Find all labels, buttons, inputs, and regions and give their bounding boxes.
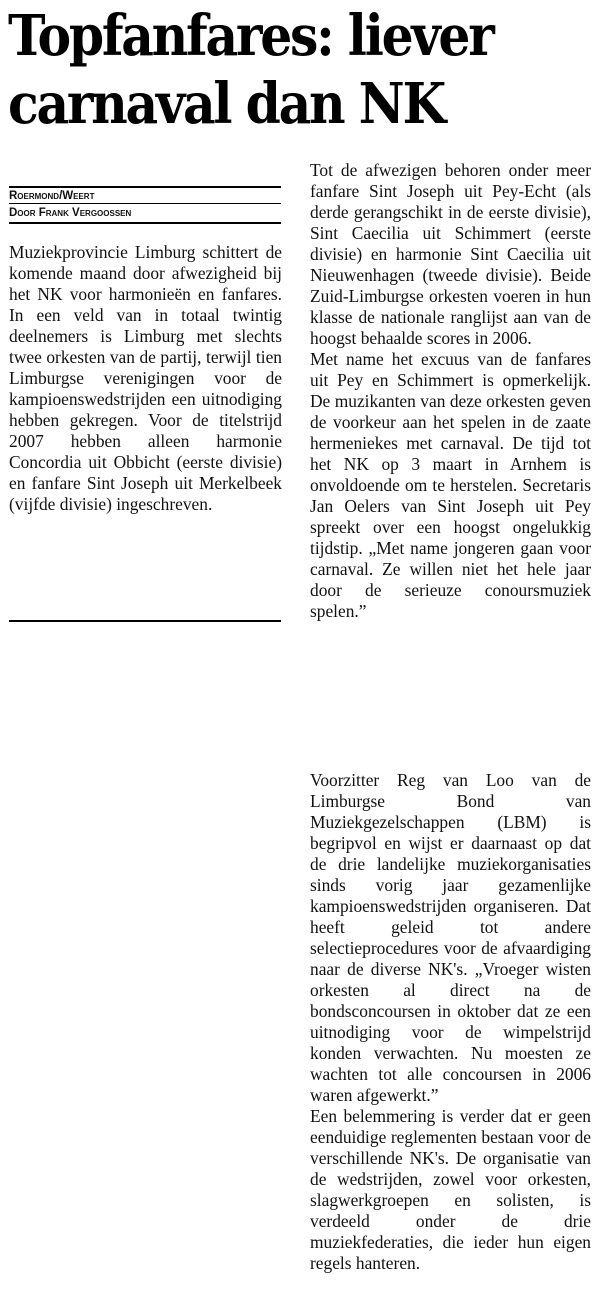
byline-rule-middle [9, 203, 281, 204]
byline [9, 188, 283, 221]
headline-line-1: Topfanfares: liever [8, 3, 493, 69]
column-3 [310, 770, 591, 1274]
author: Door Frank Vergoossen [9, 207, 132, 219]
paragraph: Voorzitter Reg van Loo van de Limburgse Bond van Muziekgezelschappen (LBM) is begripvol en wijst er daarnaast op dat de drie landelijke muziekorganisaties sinds vorig jaar gezamenlijke kampioenswedstrijden organiseren. Dat heeft geleid tot andere selectieprocedures voor de afvaardiging naar de diverse NK's. „Vroeger wisten orkesten al direct na de bondsconcoursen in oktober dat ze een uitnodiging voor de wimpelstrijd konden verwachten. Nu moesten ze wachten tot alle concoursen in 2006 waren afgewerkt.” [310, 770, 591, 1105]
paragraph: Een belemmering is verder dat er geen eenduidige reglementen bestaan voor de verschillende NK's. De organisatie van de wedstrijden, zowel voor orkesten, slagwerkgroepen en solisten, is verdeeld onder de drie muziekfederaties, die ieder hun eigen regels hanteren. [310, 1106, 591, 1273]
headline [8, 2, 535, 138]
headline-line-2: carnaval dan NK [8, 71, 445, 137]
paragraph: Met name het excuus van de fanfares uit Pey en Schimmert is opmerkelijk. De muzikanten van deze orkesten geven de voorkeur aan het spelen in de zaate hermeniekes met carnaval. De tijd tot het NK op 3 maart in Arnhem is onvoldoende om te herstelen. Secretaris Jan Oelers van Sint Joseph uit Pey spreekt over een hoogst ongelukkig tijdstip. „Met name jongeren gaan voor carnaval. Ze willen niet het hele jaar door de serieuze conoursmuziek spelen.” [310, 349, 591, 621]
byline-rule-bottom [9, 222, 281, 224]
column-1 [9, 242, 282, 515]
paragraph: Muziekprovincie Limburg schittert de komende maand door afwezigheid bij het NK voor harmonieën en fanfares. In een veld van in totaal twintig deelnemers is Limburg met slechts twee orkesten van de partij, terwijl tien Limburgse verenigingen voor de kampioenswedstrijden een uitnodiging hebben gekregen. Voor de titelstrijd 2007 hebben alleen harmonie Concordia uit Obbicht (eerste divisie) en fanfare Sint Joseph uit Merkelbeek (vijfde divisie) ingeschreven. [9, 242, 282, 514]
column-2 [310, 160, 591, 622]
column-1-end-rule [9, 620, 281, 622]
dateline: Roermond/Weert [9, 190, 95, 202]
paragraph: Tot de afwezigen behoren onder meer fanfare Sint Joseph uit Pey-Echt (als derde gerangschikt in de eerste divisie), Sint Caecilia uit Schimmert (eerste divisie) en harmonie Sint Caecilia uit Nieuwenhagen (tweede divisie). Beide Zuid-Limburgse orkesten voeren in hun klasse de nationale ranglijst aan van de hoogst behaalde scores in 2006. [310, 160, 591, 348]
